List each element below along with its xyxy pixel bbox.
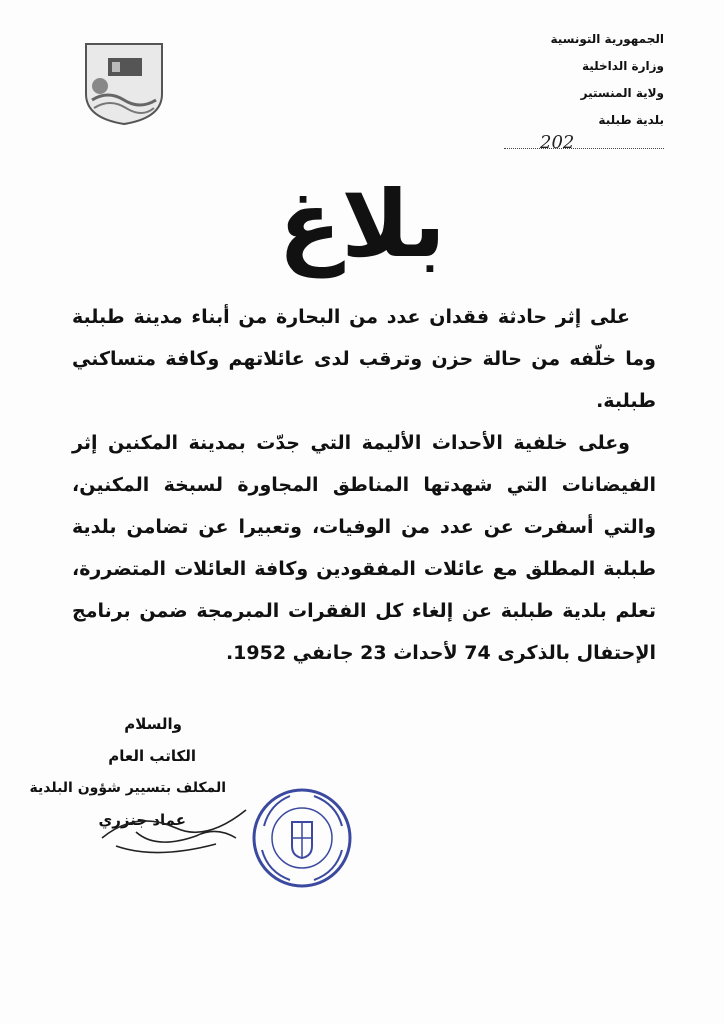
announcement-body xyxy=(72,296,656,674)
signatory-role: الكاتب العام xyxy=(108,747,196,765)
letterhead-line: بلدية طبلبة xyxy=(598,113,664,127)
official-stamp xyxy=(250,786,354,890)
signatory-name: عماد جنزري xyxy=(98,811,186,829)
reference-number: 202 xyxy=(540,132,575,153)
signatory-role-detail: المكلف بتسيير شؤون البلدية xyxy=(29,780,226,796)
reference-dotted-line xyxy=(504,148,664,149)
paragraph-2: وعلى خلفية الأحداث الأليمة التي جدّت بمدينة المكنين إثر الفيضانات التي شهدتها المناطق المجاورة لسبخة المكنين، والتي أسفرت عن عدد من الوفيات، وتعبيرا عن تضامن بلدية طبلبة المطلق مع عائلات المفقودين وكافة العائلات المتضررة، تعلم بلدية طبلبة عن إلغاء كل الفقرات المبرمجة ضمن برنامج الإحتفال بالذكرى 74 لأحداث 23 جانفي 1952. xyxy=(72,432,656,664)
letterhead-line: وزارة الداخلية xyxy=(581,59,664,73)
letterhead xyxy=(494,26,664,134)
page-title: بلاغ xyxy=(278,171,446,278)
paragraph-1: على إثر حادثة فقدان عدد من البحارة من أبناء مدينة طبلبة وما خلّفه من حالة حزن وترقب لدى عائلاتهم وكافة متساكني طبلبة. xyxy=(72,306,656,412)
letterhead-line: الجمهورية التونسية xyxy=(550,32,664,46)
reference-number-line xyxy=(504,132,664,156)
salutation: والسلام xyxy=(124,715,182,733)
handwritten-signature xyxy=(96,780,256,870)
municipality-logo xyxy=(78,34,170,126)
letterhead-line: ولاية المنستير xyxy=(580,86,664,100)
